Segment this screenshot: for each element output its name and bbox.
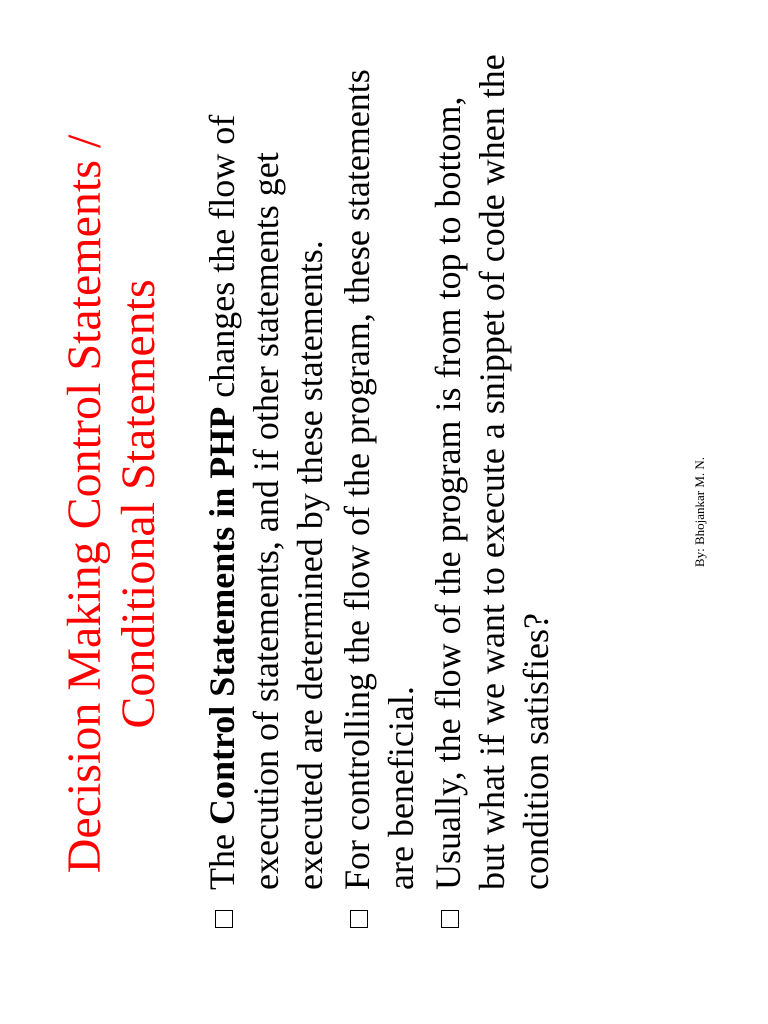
bullet-prefix: The [202, 825, 242, 890]
bullet-suffix: changes the flow of execution of statements, and if other statements get executed are determined by these statements. [202, 114, 330, 890]
title-line-2: Conditional Statements [112, 279, 165, 729]
bullet-text [202, 115, 330, 890]
title-line-1: Decision Making Control Statements / [58, 134, 111, 874]
bullet-list [200, 48, 561, 928]
square-bullet-icon [441, 910, 459, 928]
bullet-item [335, 48, 423, 928]
square-bullet-icon [215, 910, 233, 928]
square-bullet-icon [350, 910, 368, 928]
bullet-text: Usually, the flow of the program is from top to bottom, but what if we want to execute a snippet of code when the condition satisfies? [428, 54, 556, 890]
bullet-item [426, 48, 558, 928]
bullet-text: For controlling the flow of the program, these statements are beneficial. [337, 69, 421, 890]
bullet-bold-term: Control Statements in PHP [202, 406, 242, 826]
slide-footer: By: Bhojankar M. N. [692, 456, 707, 568]
bullet-item [200, 48, 332, 928]
slide-title [58, 64, 166, 944]
